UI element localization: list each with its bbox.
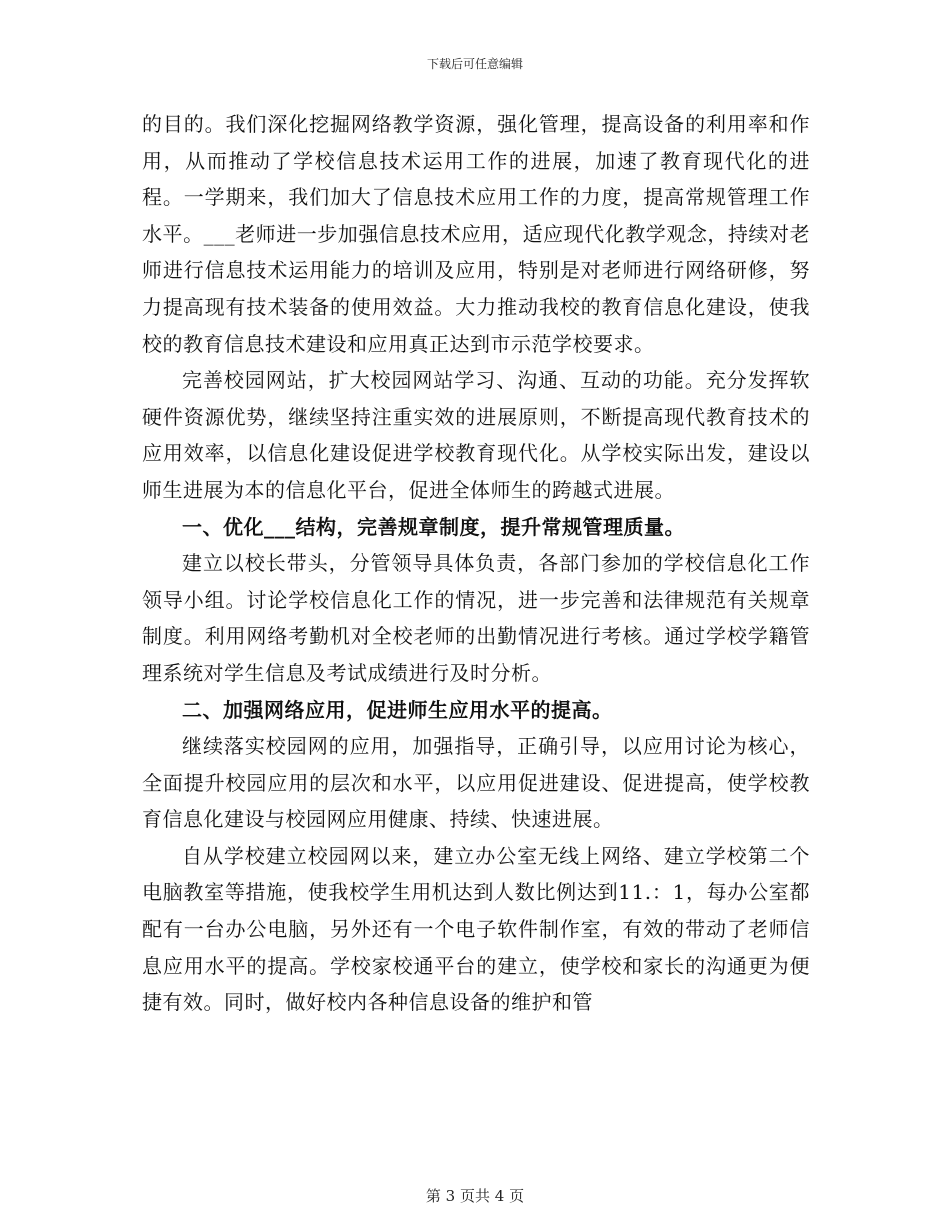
- paragraph-continued: 的目的。我们深化挖掘网络教学资源，强化管理，提高设备的利用率和作用，从而推动了学校信息技术运用工作的进展，加速了教育现代化的进程。一学期来，我们加大了信息技术应用工作的力度，提高常规管理工作水平。___老师进一步加强信息技术应用，适应现代化教学观念，持续对老师进行信息技术运用能力的培训及应用，特别是对老师进行网络研修，努力提高现有技术装备的使用效益。大力推动我校的教育信息化建设，使我校的教育信息技术建设和应用真正达到市示范学校要求。: [142, 112, 810, 356]
- paragraph-network-application: 继续落实校园网的应用，加强指导，正确引导，以应用讨论为核心，全面提升校园应用的层次和水平，以应用促进建设、促进提高，使学校教育信息化建设与校园网应用健康、持续、快速进展。: [142, 734, 810, 832]
- document-body: [142, 106, 810, 1021]
- section-heading-two: 二、加强网络应用，促进师生应用水平的提高。: [182, 697, 613, 722]
- paragraph-campus-website: 完善校园网站，扩大校园网站学习、沟通、互动的功能。充分发挥软硬件资源优势，继续坚持注重实效的进展原则，不断提高现代教育技术的应用效率，以信息化建设促进学校教育现代化。从学校实际出发，建设以师生进展为本的信息化平台，促进全体师生的跨越式进展。: [142, 368, 810, 502]
- page-header: 下载后可任意编辑: [426, 57, 523, 71]
- page-footer: 第 3 页共 4 页: [425, 1187, 525, 1205]
- section-heading-one: 一、优化___结构，完善规章制度，提升常规管理质量。: [182, 514, 685, 539]
- paragraph-leadership-group: 建立以校长带头，分管领导具体负责，各部门参加的学校信息化工作领导小组。讨论学校信息化工作的情况，进一步完善和法律规范有关规章制度。利用网络考勤机对全校老师的出勤情况进行考核。通过学校学籍管理系统对学生信息及考试成绩进行及时分析。: [142, 551, 810, 685]
- paragraph-campus-network: 自从学校建立校园网以来，建立办公室无线上网络、建立学校第二个电脑教室等措施，使我校学生用机达到人数比例达到11.：1，每办公室都配有一台办公电脑，另外还有一个电子软件制作室，有效的带动了老师信息应用水平的提高。学校家校通平台的建立，使学校和家长的沟通更为便捷有效。同时，做好校内各种信息设备的维护和管: [142, 843, 810, 1015]
